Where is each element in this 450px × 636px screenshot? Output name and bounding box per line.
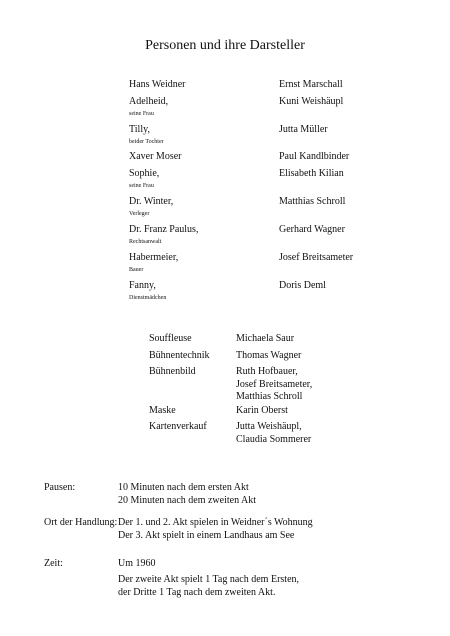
cast-role-description: beider Tochter (129, 139, 164, 145)
info-line: 20 Minuten nach dem zweiten Akt (118, 495, 257, 506)
crew-name: Matthias Schroll (236, 391, 303, 402)
cast-role: Tilly, (129, 124, 150, 135)
info-text (118, 481, 256, 507)
crew-names (236, 366, 312, 404)
cast-actor: Josef Breitsameter (279, 252, 354, 263)
cast-role: Dr. Franz Paulus, (129, 224, 199, 235)
crew-job: Souffleuse (149, 333, 192, 344)
cast-role-description: seine Frau (129, 183, 154, 189)
crew-names (236, 333, 294, 346)
cast-role: Sophie, (129, 168, 160, 179)
crew-names (236, 421, 311, 446)
info-text (118, 573, 299, 599)
crew-name: Thomas Wagner (236, 350, 302, 361)
crew-job: Maske (149, 405, 176, 416)
cast-role-description: Bauer (129, 267, 144, 273)
cast-actor: Gerhard Wagner (279, 224, 345, 235)
cast-role: Hans Weidner (129, 79, 186, 90)
cast-actor: Elisabeth Kilian (279, 168, 344, 179)
cast-role: Habermeier, (129, 252, 179, 263)
cast-actor: Paul Kandlbinder (279, 151, 350, 162)
info-text (118, 557, 156, 570)
cast-role: Xaver Moser (129, 151, 182, 162)
info-line: Der 1. und 2. Akt spielen in Weidner´s Wohnung (118, 517, 313, 528)
info-line: der Dritte 1 Tag nach dem zweiten Akt. (118, 587, 276, 598)
crew-job: Bühnentechnik (149, 350, 210, 361)
page-title: Personen und ihre Darsteller (145, 38, 305, 53)
info-label: Ort der Handlung: (44, 517, 118, 528)
crew-names (236, 405, 288, 418)
crew-name: Karin Oberst (236, 405, 288, 416)
crew-name: Claudia Sommerer (236, 433, 312, 445)
crew-job: Bühnenbild (149, 366, 196, 377)
cast-role-description: Rechtsanwalt (129, 239, 162, 245)
info-line: Um 1960 (118, 558, 156, 569)
info-label: Zeit: (44, 558, 63, 569)
cast-actor: Doris Deml (279, 280, 326, 291)
cast-role: Adelheid, (129, 96, 169, 107)
info-line: Der 3. Akt spielt in einem Landhaus am See (118, 530, 295, 541)
info-label: Pausen: (44, 482, 76, 493)
info-line: Der zweite Akt spielt 1 Tag nach dem Ersten, (118, 574, 300, 585)
info-line: 10 Minuten nach dem ersten Akt (118, 482, 249, 493)
crew-name: Ruth Hofbauer, (236, 366, 298, 377)
crew-name: Michaela Saur (236, 333, 295, 344)
cast-role-description: seine Frau (129, 111, 154, 117)
crew-name: Josef Breitsameter, (236, 378, 313, 390)
info-text (118, 516, 313, 542)
crew-names (236, 350, 301, 363)
crew-name: Jutta Weishäupl, (236, 421, 302, 432)
cast-actor: Jutta Müller (279, 124, 328, 135)
cast-actor: Matthias Schroll (279, 196, 346, 207)
crew-job: Kartenverkauf (149, 421, 207, 432)
cast-role-description: Dienstmädchen (129, 295, 167, 301)
cast-role: Fanny, (129, 280, 156, 291)
cast-actor: Kuni Weishäupl (279, 96, 344, 107)
cast-role: Dr. Winter, (129, 196, 174, 207)
cast-actor: Ernst Marschall (279, 79, 343, 90)
cast-role-description: Verleger (129, 211, 150, 217)
